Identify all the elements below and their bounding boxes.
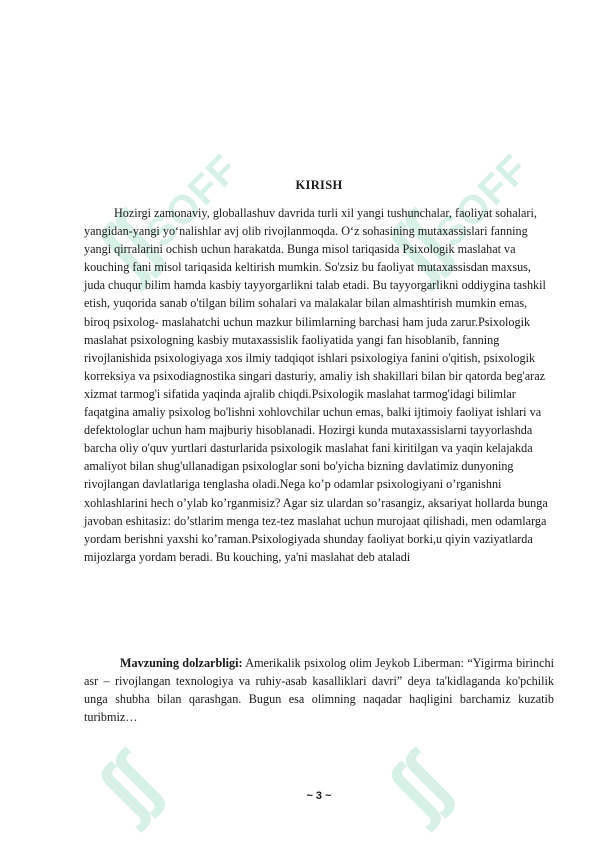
- watermark-logo-icon: ʃʃ: [370, 202, 462, 293]
- watermark-text: SOFF: [137, 146, 247, 256]
- watermark-logo-icon: ʃʃ: [80, 202, 172, 293]
- watermark-logo-icon: ʃʃ: [370, 742, 462, 833]
- relevance-text: Amerikalik psixolog olim Jeykob Liberman: “Yigirma birinchi asr – rivojlangan texnologiya va ruhiy-asab kasalliklari davri” deya ta'kidlaganda ko'pchilik unga shubha bilan qarashgan. Bugun esa olimning naqadar haqligini barchamiz kuzatib turibmiz…: [84, 656, 554, 725]
- relevance-label: Mavzuning dolzarbligi:: [120, 656, 243, 670]
- intro-paragraph-text: Hozirgi zamonaviy, globallashuv davrida turli xil yangi tushunchalar, faoliyat sohalari, yangidan-yangi yo‘nalishlar avj olib rivojlanmoqda. O‘z sohasining mutaxassislari fanning yangi qirralarini ochish uchun harakatda. Bunga misol tariqasida Psixologik maslahat va kouching fani misol tariqasida keltirish mumkin. So'zsiz bu faoliyat mutaxassisdan maxsus, juda chuqur bilim hamda kasbiy tayyorgarlikni talab etadi. Bu tayyorgarlikni oddiygina tashkil etish, yuqorida sanab o'tilgan bilim sohalari va malakalar bilan almashtirish mumkin emas, biroq psixolog- maslahatchi uchun mazkur bilimlarning barchasi ham juda zarur.Psixologik maslahat psixologning kasbiy mutaxassislik faoliyatida yangi fan hisoblanib, fanning rivojlanishida psixologiyaga xos ilmiy tadqiqot ishlari psixologiya fanini o'qitish, psixologik korreksiya va psixodiagnostika singari dasturiy, amaliy ish shakillari bilan bir qatorda beg'araz xizmat tarmog'i sifatida yaqinda ajralib chiqdi.Psixologik maslahat tarmog'idagi bilimlar faqatgina amaliy psixolog bo'lishni xohlovchilar uchun emas, balki ijtimoiy faoliyat ishlari va defektologlar uchun ham majburiy hisoblanadi. Hozirgi kunda mutaxassislarni tayyorlashda barcha oliy o'quv yurtlari dasturlarida psixologik maslahat fani kiritilgan va yaqin kelajakda amaliyot bilan shug'ullanadigan psixologlar soni bo'yicha bizning davlatimiz dunyoning rivojlangan davlatlariga tenglasha oladi.Nega ko’p odamlar psixologiyani o’rganishni xohlashlarini hech o’ylab ko’rganmisiz? Agar siz ulardan so’rasangiz, aksariyat hollarda bunga javoban eshitasiz: do’stlarim menga tez-tez maslahat uchun murojaat qilishadi, men odamlarga yordam berishni yaxshi ko’raman.Psixologiyada shunday faoliyat borki,u qiyin vaziyatlarda mijozlarga yordam beradi. Bu kouching, ya'ni maslahat deb ataladi: [84, 206, 548, 564]
- watermark-logo-icon: ʃʃ: [80, 742, 172, 833]
- watermark-text: SOFF: [427, 146, 537, 256]
- relevance-paragraph: [84, 654, 554, 726]
- page-heading: KIRISH: [295, 178, 343, 192]
- document-page: [84, 0, 554, 842]
- intro-paragraph: [84, 204, 554, 566]
- page-number: ~ 3 ~: [306, 790, 332, 802]
